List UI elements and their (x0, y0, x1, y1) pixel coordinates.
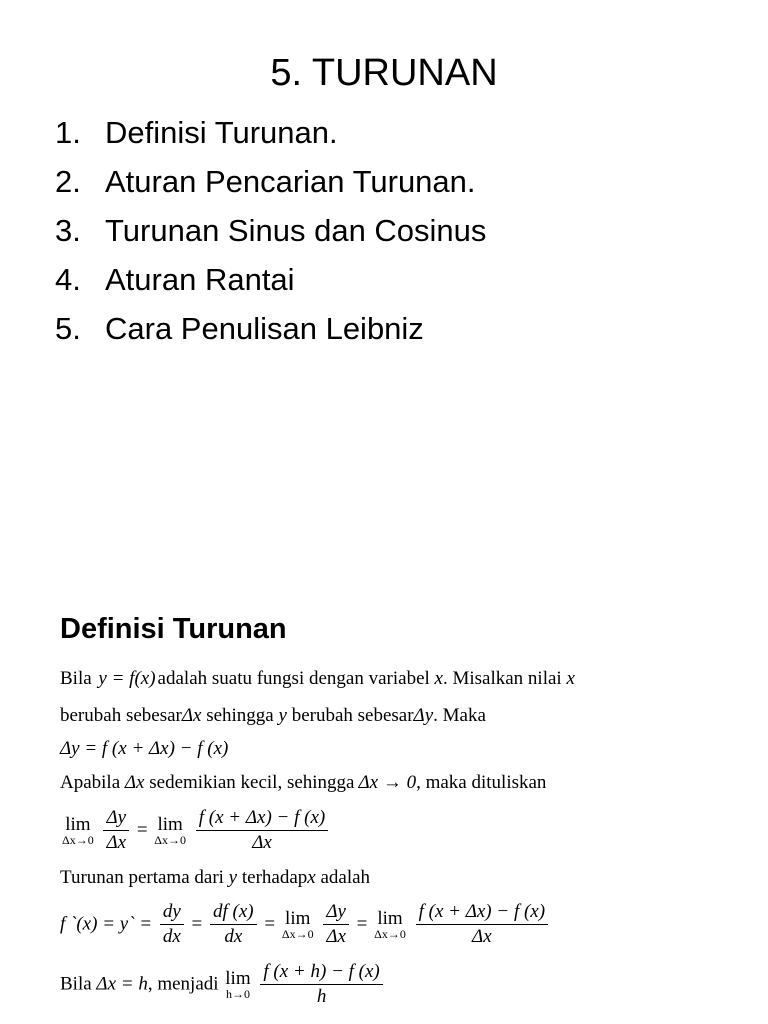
equals: = (191, 913, 203, 935)
equals: = (356, 913, 368, 935)
fraction (160, 900, 184, 949)
variable: x (434, 668, 443, 689)
text: , maka dituliskan (416, 772, 547, 793)
numerator: Δy (103, 806, 129, 831)
text: adalah suatu fungsi dengan variabel (157, 668, 430, 689)
denominator: dx (224, 926, 243, 947)
item-number: 3. (55, 213, 81, 248)
denominator: Δx (106, 832, 127, 853)
denominator: Δx (326, 926, 346, 947)
numerator: df (x) (210, 900, 257, 925)
text: Bila (60, 973, 92, 995)
slide-title: 5. TURUNAN (270, 52, 498, 94)
denominator: h (316, 986, 327, 1007)
item-label: Turunan Sinus dan Cosinus (105, 213, 487, 248)
variable: x (307, 867, 316, 888)
denominator: Δx (252, 832, 272, 853)
variable: Δy (413, 705, 434, 726)
limit-operator (154, 813, 186, 847)
item-number: 1. (55, 115, 81, 150)
lim-subscript: Δx→0 (154, 832, 186, 847)
lim-text: lim (157, 813, 183, 835)
variable: y (228, 867, 238, 888)
text-line-6 (60, 867, 370, 889)
list-item (55, 162, 486, 211)
item-number: 5. (55, 311, 81, 346)
list-item (55, 211, 486, 260)
variable: y (278, 705, 287, 726)
list-item (55, 260, 486, 309)
lim-subscript: Δx→0 (281, 926, 314, 941)
formula: y = f(x) (98, 668, 156, 689)
limit-operator (225, 967, 251, 1001)
text: . Maka (433, 705, 486, 726)
section-title: Definisi Turunan (60, 613, 287, 645)
limit-operator (374, 907, 406, 941)
formula: f `(x) = y` = (60, 913, 153, 935)
item-label: Aturan Rantai (105, 262, 295, 297)
limit-formula (60, 806, 331, 855)
variable: Δx (181, 705, 202, 726)
text-line-4 (60, 772, 546, 794)
variable: Δx (124, 772, 145, 793)
numerator: f (x + Δx) − f (x) (196, 806, 328, 831)
lim-subscript: Δx→0 (62, 832, 94, 847)
substitution-formula (60, 960, 386, 1009)
derivative-formula (60, 900, 551, 949)
lim-text: lim (377, 907, 403, 929)
lim-text: lim (285, 907, 311, 929)
denominator: Δx (472, 926, 492, 947)
numerator: f (x + h) − f (x) (260, 960, 382, 985)
equals: = (136, 819, 148, 841)
variable: x (566, 668, 575, 689)
text: Turunan pertama dari (60, 867, 224, 888)
limit-operator (281, 907, 314, 941)
text-line-1 (60, 668, 575, 690)
item-label: Aturan Pencarian Turunan. (105, 164, 476, 199)
fraction (103, 806, 129, 855)
list-item (55, 309, 486, 358)
text-line-3 (60, 738, 228, 760)
item-number: 4. (55, 262, 81, 297)
lim-subscript: h→0 (225, 986, 250, 1001)
numerator: dy (160, 900, 184, 925)
text: sehingga (206, 705, 274, 726)
formula: Δx → 0 (358, 772, 417, 793)
lim-text: lim (65, 813, 91, 835)
text: berubah sebesar (291, 705, 414, 726)
fraction (196, 806, 328, 855)
fraction (260, 960, 382, 1009)
text: terhadap (241, 867, 308, 888)
formula: Δy = f (x + Δx) − f (x) (60, 738, 229, 759)
item-label: Cara Penulisan Leibniz (105, 311, 424, 346)
fraction (323, 900, 349, 949)
text: Bila (60, 668, 92, 689)
text: sedemikian kecil, sehingga (149, 772, 355, 793)
lim-text: lim (225, 967, 251, 989)
numerator: Δy (323, 900, 349, 925)
denominator: dx (162, 926, 181, 947)
text: adalah (320, 867, 371, 888)
lim-subscript: Δx→0 (374, 926, 406, 941)
limit-operator (62, 813, 94, 847)
topic-list (55, 113, 486, 358)
text: , menjadi (147, 973, 219, 995)
numerator: f (x + Δx) − f (x) (416, 900, 548, 925)
text: berubah sebesar (60, 705, 182, 726)
item-number: 2. (55, 164, 81, 199)
item-label: Definisi Turunan. (105, 115, 338, 150)
fraction (210, 900, 257, 949)
text: Apabila (60, 772, 121, 793)
equals: = (264, 913, 276, 935)
fraction (416, 900, 548, 949)
list-item (55, 113, 486, 162)
text-line-2 (60, 705, 486, 727)
formula: Δx = h (96, 973, 148, 995)
text: . Misalkan nilai (442, 668, 562, 689)
